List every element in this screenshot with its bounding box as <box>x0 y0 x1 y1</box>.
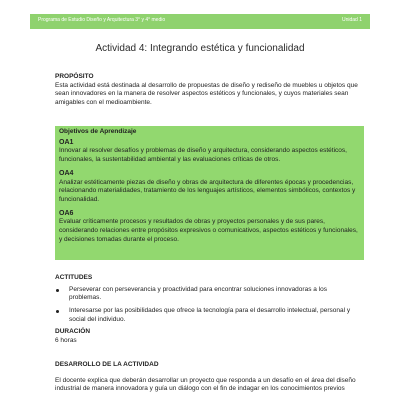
attitude-text: Perseverar con perseverancia y proactividad para encontrar soluciones innovadoras a los problemas. <box>69 285 327 302</box>
objectives-heading: Objetivos de Aprendizaje <box>59 128 137 135</box>
attitudes-list <box>55 286 360 325</box>
oa-text: Innovar al resolver desafíos y problemas de diseño y arquitectura, considerando aspectos estéticos, funcionales, la sustentabilidad ambiental y las evaluaciones críticas de otros. <box>59 147 347 164</box>
development-heading: DESARROLLO DE LA ACTIVIDAD <box>55 361 159 368</box>
oa-code: OA1 <box>59 138 74 146</box>
duration-heading: DURACIÓN <box>55 328 91 335</box>
purpose-section <box>55 73 360 108</box>
objectives-box <box>55 126 364 260</box>
attitudes-heading: ACTITUDES <box>55 274 93 281</box>
list-item <box>55 307 360 324</box>
oa-text: Evaluar críticamente procesos y resultados de obras y proyectos personales y de sus pares, considerando relaciones entre propósitos expresivos o comunicativos, aspectos estéticos y funcionales, y decisiones tomadas durante el proceso. <box>59 218 358 243</box>
duration-section <box>55 328 360 345</box>
development-section <box>55 361 360 394</box>
bullet-icon <box>56 289 59 292</box>
attitudes-section <box>55 274 360 329</box>
list-item <box>55 286 360 303</box>
program-name: Programa de Estudio Diseño y Arquitectura 3° y 4° medio <box>38 17 166 23</box>
header-bar <box>30 14 370 29</box>
bullet-icon <box>56 310 59 313</box>
page-title: Actividad 4: Integrando estética y funcionalidad <box>95 43 305 54</box>
attitude-text: Interesarse por las posibilidades que ofrece la tecnología para el desarrollo intelectual, personal y social del individuo. <box>69 307 351 323</box>
oa-text: Analizar estéticamente piezas de diseño y obras de arquitectura de diferentes épocas y procedencias, relacionando materialidades, tratamiento de los lenguajes artísticos, elementos simbólicos, contextos y funcionalidad. <box>59 178 356 203</box>
unit-label: Unidad 1 <box>341 17 362 23</box>
oa-code: OA6 <box>59 209 74 217</box>
purpose-heading: PROPÓSITO <box>55 73 94 80</box>
purpose-text: Esta actividad está destinada al desarrollo de propuestas de diseño y rediseño de muebles u objetos que sean innovadores en la manera de resolver aspectos estéticos y funcionales, y cuyos materiales sean amigables con el medioambiente. <box>55 81 358 107</box>
oa-code: OA4 <box>59 169 74 177</box>
duration-value: 6 horas <box>55 336 77 344</box>
development-text: El docente explica que deberán desarrollar un proyecto que responda a un desafío en el área del diseño industrial de manera innovadora y guía un diálogo con el fin de indagar en los conocimientos previos <box>55 376 356 393</box>
